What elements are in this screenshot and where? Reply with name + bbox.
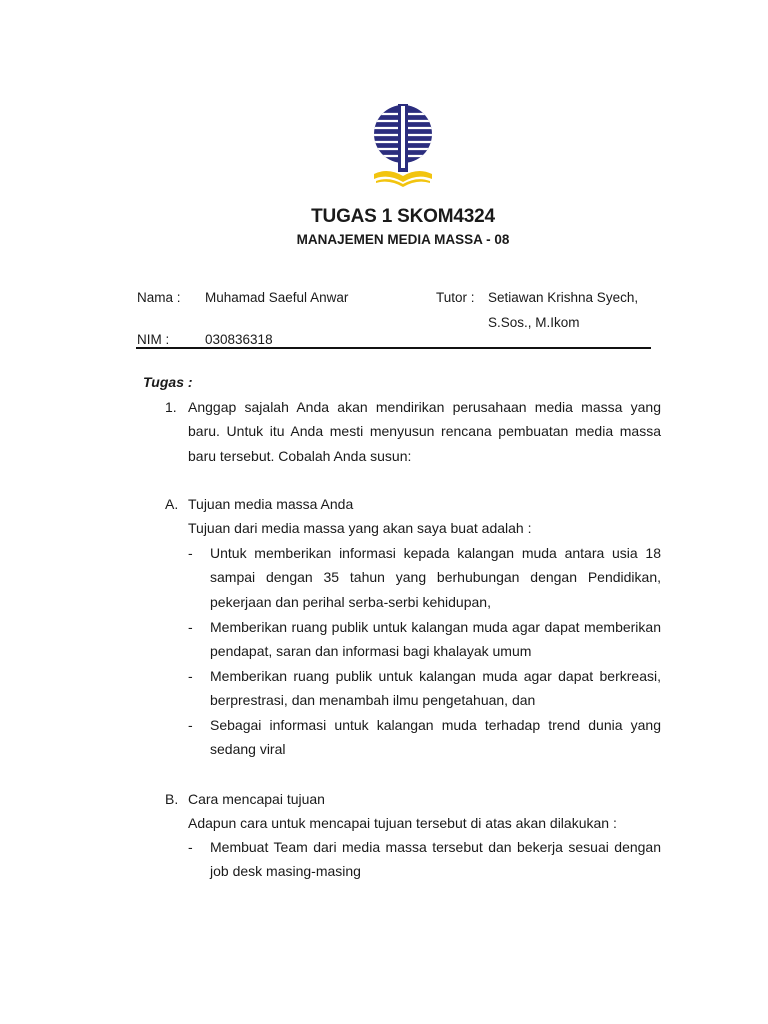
document-subtitle: MANAJEMEN MEDIA MASSA - 08: [296, 232, 510, 247]
section-intro: Tujuan dari media massa yang akan saya buat adalah :: [188, 520, 532, 536]
header-divider: [136, 347, 651, 349]
section-intro: Adapun cara untuk mencapai tujuan tersebut di atas akan dilakukan :: [188, 815, 617, 831]
section-letter: B.: [165, 791, 179, 807]
bullet-dash: -: [188, 619, 193, 635]
tutor-value-line2: S.Sos., M.Ikom: [488, 315, 580, 330]
nim-label: NIM :: [137, 332, 170, 347]
document-title: TUGAS 1 SKOM4324: [311, 206, 495, 227]
bullet-dash: -: [188, 717, 193, 733]
item-text: Anggap sajalah Anda akan mendirikan perusahaan media massa yang baru. Untuk itu Anda mesti menyusun rencana pembuatan media massa baru tersebut. Cobalah Anda susun:: [188, 399, 661, 464]
section-letter: A.: [165, 496, 179, 512]
bullet-text: Memberikan ruang publik untuk kalangan muda agar dapat berkreasi, berprestrasi, dan menambah ilmu pengetahuan, dan: [210, 668, 661, 709]
bullet-text: Untuk memberikan informasi kepada kalangan muda antara usia 18 sampai dengan 35 tahun yang berhubungan dengan Pendidikan, pekerjaan dan perihal serba-serbi kehidupan,: [210, 545, 661, 610]
section-heading: Tujuan media massa Anda: [188, 496, 354, 512]
tutor-value-line1: Setiawan Krishna Syech,: [488, 290, 639, 305]
bullet-dash: -: [188, 668, 193, 684]
tugas-heading: Tugas :: [143, 374, 193, 390]
university-logo-icon: [370, 104, 436, 188]
nim-value: 030836318: [205, 332, 273, 347]
bullet-dash: -: [188, 545, 193, 561]
nama-label: Nama :: [137, 290, 181, 305]
bullet-text: Membuat Team dari media massa tersebut dan bekerja sesuai dengan job desk masing-masing: [210, 839, 661, 880]
section-heading: Cara mencapai tujuan: [188, 791, 325, 807]
bullet-text: Sebagai informasi untuk kalangan muda terhadap trend dunia yang sedang viral: [210, 717, 661, 758]
tutor-label: Tutor :: [436, 290, 475, 305]
bullet-dash: -: [188, 839, 193, 855]
nama-value: Muhamad Saeful Anwar: [205, 290, 349, 305]
item-number: 1.: [165, 399, 177, 415]
bullet-text: Memberikan ruang publik untuk kalangan muda agar dapat memberikan pendapat, saran dan informasi bagi khalayak umum: [210, 619, 661, 660]
